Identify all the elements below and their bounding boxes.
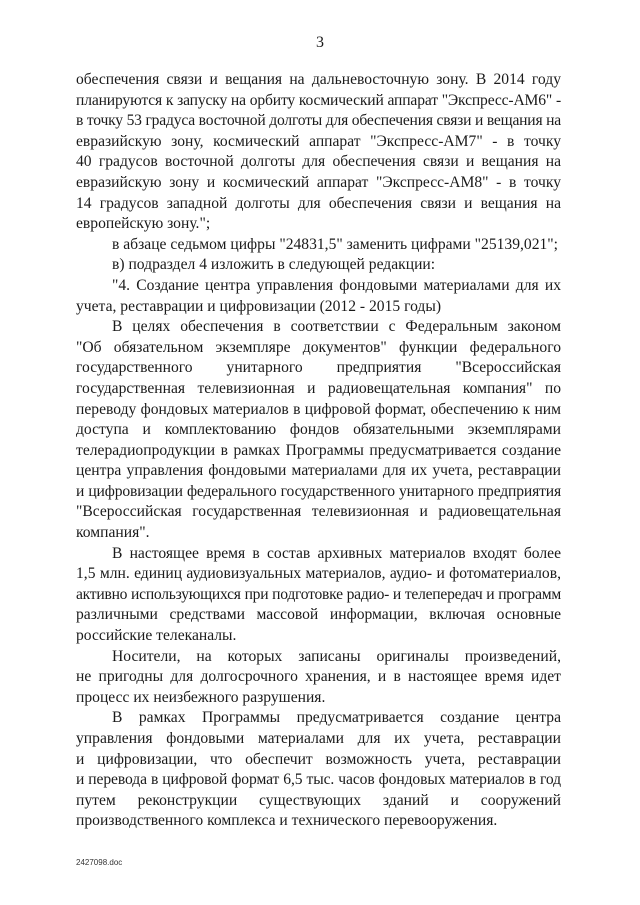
text-line: производственного комплекса и технического перевооружения. [76, 812, 498, 830]
text-line: центра управления фондовыми материалами для их учета, реставрации [76, 462, 561, 480]
text-line: обеспечения связи и вещания на дальневосточную зону. В 2014 году [76, 71, 561, 88]
text-line: не пригодны для долгосрочного хранения, и в настоящее время идет [76, 668, 561, 686]
text-line: В настоящее время в состав архивных материалов входят более [112, 544, 561, 562]
text-line: различными средствами массовой информации, включая основные [76, 606, 561, 624]
text-line: и перевода в цифровой формат 6,5 тыс. часов фондовых материалов в год [76, 771, 561, 789]
text-line: активно использующихся при подготовке радио- и телепередач и программ [76, 585, 561, 603]
text-line: и цифровизации федерального государственного унитарного предприятия [76, 482, 561, 500]
text-line: управления фондовыми материалами для их учета, реставрации [76, 730, 561, 747]
text-line: доступа и комплектованию фондов обязательными экземплярами [76, 421, 561, 439]
text-line: телерадиопродукции в рамках Программы предусматривается создание [76, 441, 561, 459]
text-line: государственного унитарного предприятия "Всероссийская [76, 359, 561, 377]
text-line: Носители, на которых записаны оригиналы произведений, [112, 647, 561, 665]
text-line: переводу фондовых материалов в цифровой формат, обеспечению к ним [76, 400, 561, 418]
text-line: процесс их неизбежного разрушения. [76, 688, 326, 706]
text-line: евразийскую зону, космический аппарат "Экспресс-АМ7" - в точку [76, 132, 561, 150]
text-line: планируются к запуску на орбиту космический аппарат "Экспресс-АМ6" - [76, 91, 561, 109]
text-line: 14 градусов западной долготы для обеспечения связи и вещания на [76, 194, 561, 212]
text-line: "4. Создание центра управления фондовыми материалами для их [112, 276, 561, 294]
text-line: в абзаце седьмом цифры "24831,5" заменить цифрами "25139,021"; [112, 235, 558, 253]
footer-filename: 2427098.doc [76, 858, 123, 867]
text-line: 40 градусов восточной долготы для обеспечения связи и вещания на [76, 153, 561, 171]
document-body [76, 70, 561, 832]
text-line: российские телеканалы. [76, 627, 237, 645]
text-line: "Всероссийская государственная телевизионная и радиовещательная [76, 503, 561, 521]
text-line: путем реконструкции существующих зданий и сооружений [76, 791, 561, 809]
text-line: В целях обеспечения в соответствии с Федеральным законом [112, 318, 561, 336]
text-line: европейскую зону."; [76, 215, 211, 233]
text-line: В рамках Программы предусматривается создание центра [112, 709, 561, 727]
text-line: в точку 53 градуса восточной долготы для обеспечения связи и вещания на [76, 112, 561, 130]
text-line: в) подраздел 4 изложить в следующей редакции: [112, 256, 436, 274]
text-line: государственная телевизионная и радиовещательная компания" по [76, 379, 561, 397]
text-line: компания". [76, 524, 150, 542]
text-line: 1,5 млн. единиц аудиовизуальных материалов, аудио- и фотоматериалов, [76, 565, 561, 583]
page-number: 3 [316, 34, 324, 51]
text-line: евразийскую зону и космический аппарат "Экспресс-АМ8" - в точку [76, 173, 561, 191]
text-line: учета, реставрации и цифровизации (2012 - 2015 годы) [76, 297, 442, 315]
text-line: и цифровизации, что обеспечит возможность учета, реставрации [76, 750, 561, 768]
text-line: "Об обязательном экземпляре документов" функции федерального [76, 338, 561, 356]
